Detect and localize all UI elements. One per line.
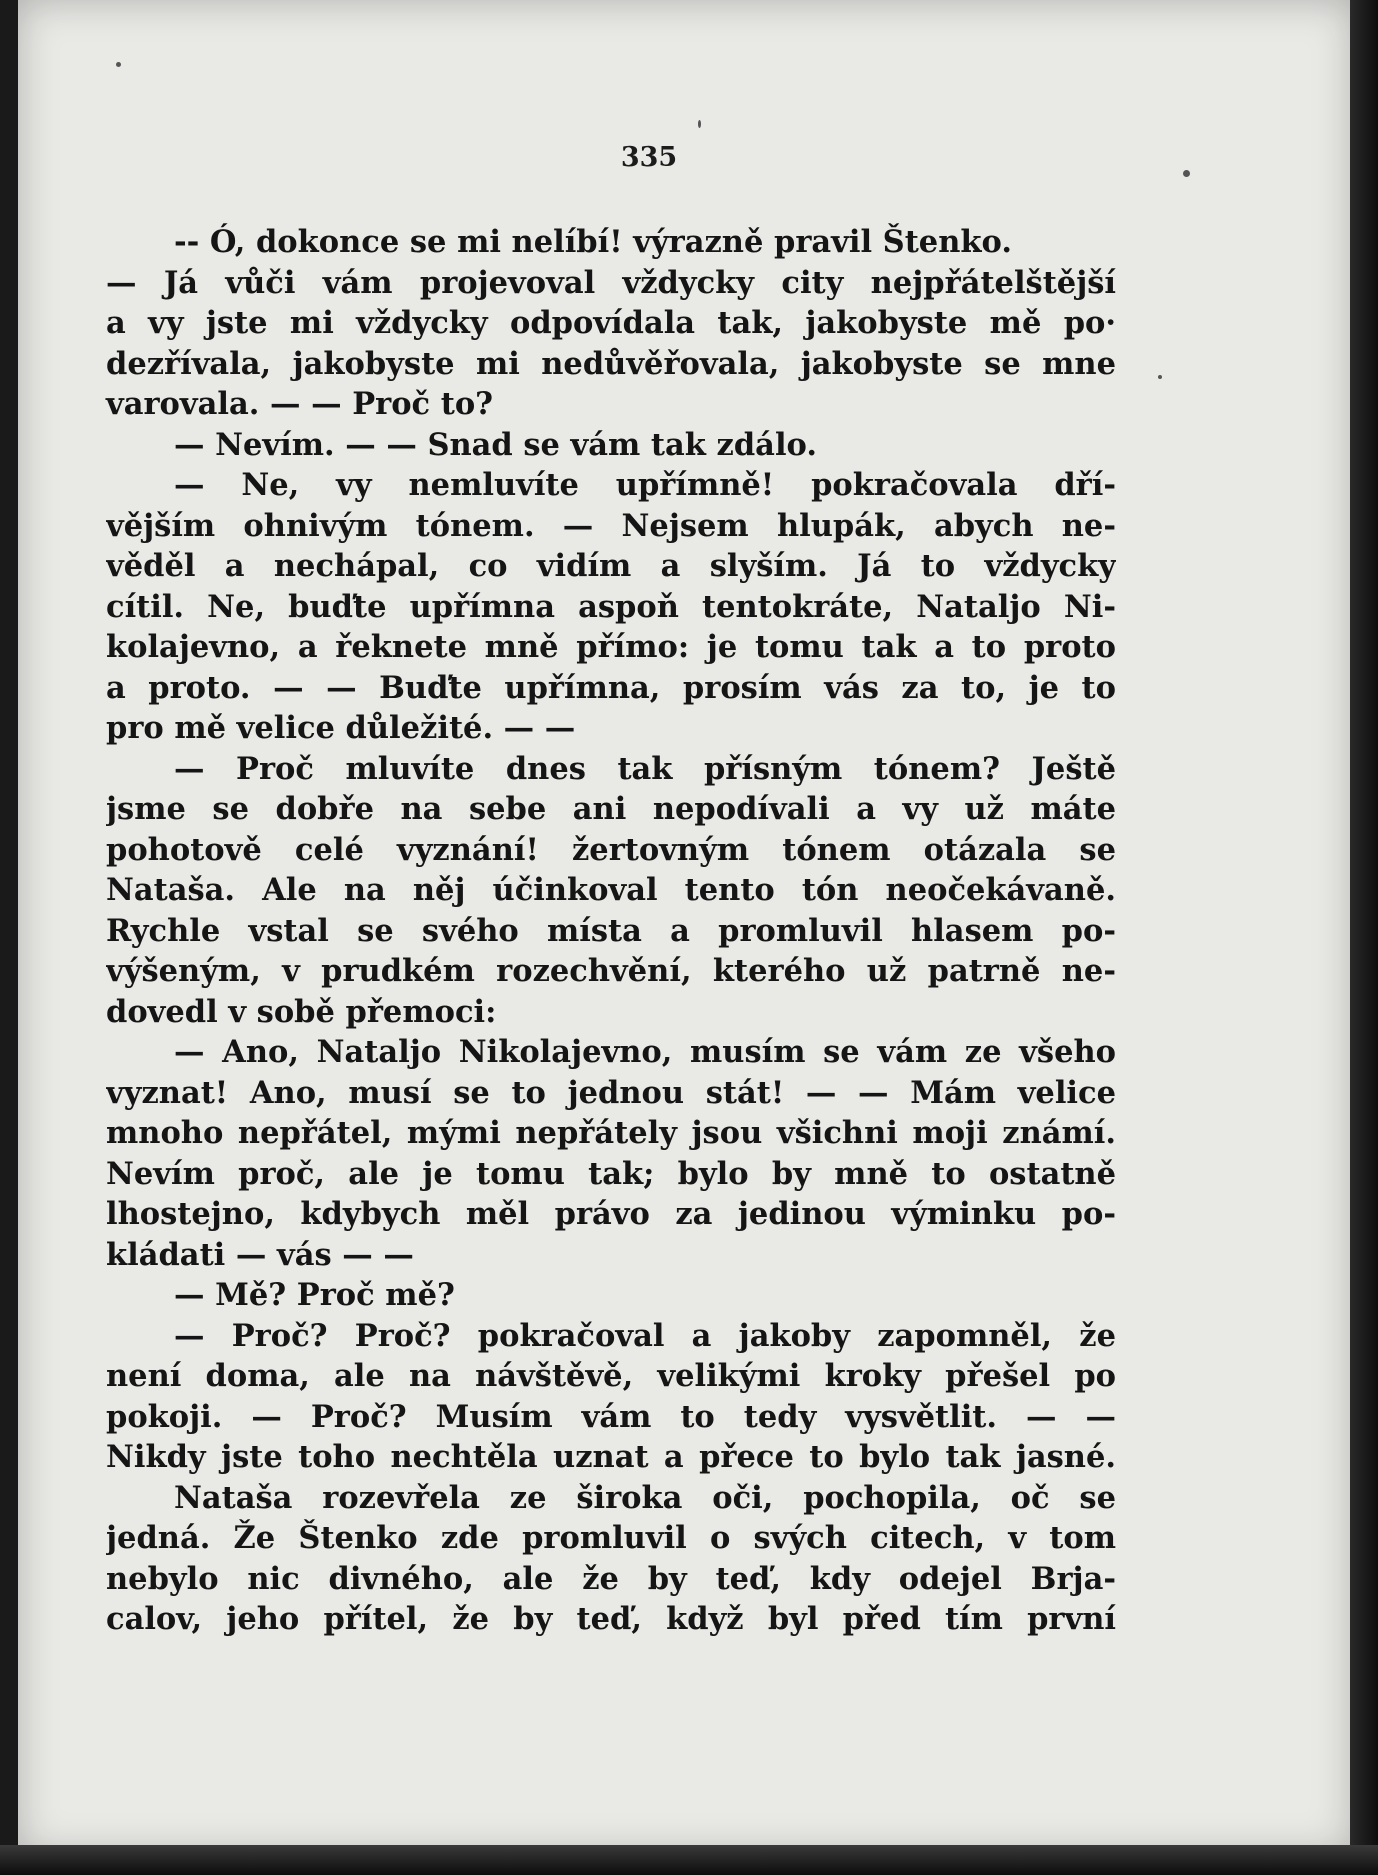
scan-bottom-edge [0,1845,1378,1875]
text-line: lhostejno, kdybych měl právo za jedinou výminku po- [106,1196,1116,1232]
text-line: pokoji. — Proč? Musím vám to tedy vysvětlit. — — [106,1398,1116,1435]
text-line: a vy jste mi vždycky odpovídala tak, jakobyste mě po· [106,305,1116,341]
text-line: pro mě velice důležité. — — [106,710,576,746]
text-line: jedná. Že Štenko zde promluvil o svých citech, v tom [106,1520,1116,1556]
text-line: kolajevno, a řeknete mně přímo: je tomu tak a to proto [106,629,1116,665]
text-line: vyznat! Ano, musí se to jednou stát! — — Mám velice [106,1074,1116,1111]
dust-speck [698,120,701,128]
text-line: kládati — vás — — [106,1236,414,1273]
text-line: Nevím proč, ale je tomu tak; bylo by mně to ostatně [106,1155,1116,1192]
text-line: -- Ó, dokonce se mi nelíbí! výrazně pravil Štenko. [174,224,1012,260]
text-line: výšeným, v prudkém rozechvění, kterého už patrně ne- [106,953,1116,989]
text-line: — Ano, Nataljo Nikolajevno, musím se vám ze všeho [174,1034,1116,1070]
text-line: — Já vůči vám projevoval vždycky city nejpřátelštější [106,264,1116,301]
body-text [106,222,1116,1640]
text-line: Rychle vstal se svého místa a promluvil hlasem po- [106,912,1116,949]
text-line: není doma, ale na návštěvě, velikými kroky přešel po [106,1358,1116,1394]
text-line: mnoho nepřátel, mými nepřátely jsou všichni moji známí. [106,1115,1116,1151]
dust-speck [1158,375,1162,379]
text-line: jsme se dobře na sebe ani nepodívali a vy už máte [106,791,1116,827]
text-line: cítil. Ne, buďte upřímna aspoň tentokráte, Nataljo Ni- [106,588,1116,625]
text-line: Nataša rozevřela ze široka oči, pochopila, oč se [174,1479,1116,1516]
text-line: Nikdy jste toho nechtěla uznat a přece to bylo tak jasné. [106,1439,1116,1475]
text-line: — Nevím. — — Snad se vám tak zdálo. [174,426,817,463]
text-line: — Proč mluvíte dnes tak přísným tónem? Ještě [174,750,1116,787]
scan-right-edge [1350,0,1378,1875]
text-line: calov, jeho přítel, že by teď, když byl před tím první [106,1601,1116,1637]
text-line: — Mě? Proč mě? [174,1277,455,1313]
text-line: dovedl v sobě přemoci: [106,993,497,1030]
text-line: věděl a nechápal, co vidím a slyším. Já to vždycky [106,548,1116,584]
text-line: — Ne, vy nemluvíte upřímně! pokračovala dří- [174,467,1116,503]
text-line: varovala. — — Proč to? [106,386,494,422]
text-line: vějším ohnivým tónem. — Nejsem hlupák, abych ne- [106,507,1116,544]
text-line: a proto. — — Buďte upřímna, prosím vás za to, je to [106,669,1116,706]
text-line: — Proč? Proč? pokračoval a jakoby zapomněl, že [174,1317,1116,1354]
page-number: 335 [620,142,678,173]
text-line: Nataša. Ale na něj účinkoval tento tón neočekávaně. [106,872,1116,908]
text-line: pohotově celé vyznání! žertovným tónem otázala se [106,831,1116,868]
text-line: nebylo nic divného, ale že by teď, kdy odejel Brja- [106,1560,1116,1597]
dust-speck [116,62,121,67]
text-line: dezřívala, jakobyste mi nedůvěřovala, jakobyste se mne [106,345,1116,382]
